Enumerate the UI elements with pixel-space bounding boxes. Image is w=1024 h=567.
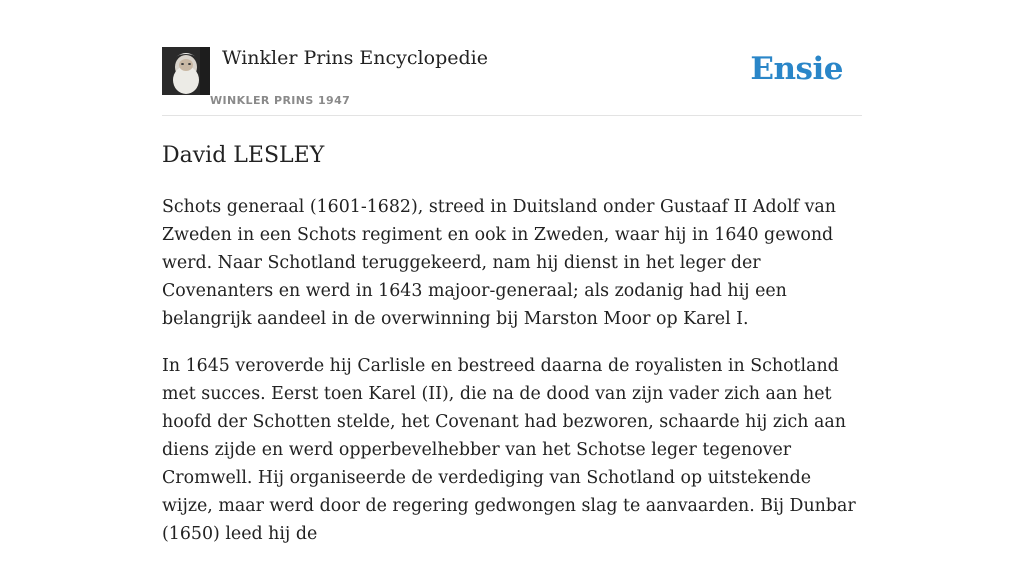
article-paragraph: Schots generaal (1601-1682), streed in Duitsland onder Gustaaf II Adolf van Zweden in een Schots regiment en ook in Zweden, waar hij in 1640 gewond werd. Naar Schotland teruggekeerd, nam hij dienst in het leger der Covenanters en werd in 1643 majoor-generaal; als zodanig had hij een belangrijk aandeel in de overwinning bij Marston Moor op Karel I. (162, 197, 836, 329)
article-body (162, 193, 862, 548)
source-avatar[interactable] (162, 47, 210, 95)
article-paragraph: In 1645 veroverde hij Carlisle en bestreed daarna de royalisten in Schotland met succes. Eerst toen Karel (II), die na de dood van zijn vader zich aan het hoofd der Schotten stelde, het Covenant had bezworen, schaarde hij zich aan diens zijde en werd opperbevelhebber van het Schotse leger tegenover Cromwell. Hij organiseerde de verdediging van Schotland op uitstekende wijze, maar werd door de regering gedwongen slag te aanvaarden. Bij Dunbar (1650) leed hij de (162, 356, 856, 544)
source-subtitle[interactable]: WINKLER PRINS 1947 (210, 94, 351, 107)
content-container (162, 0, 862, 567)
page-header (162, 0, 862, 116)
bearded-man-portrait-icon (162, 47, 210, 95)
ensie-logo[interactable]: Ensie (750, 51, 843, 87)
source-title[interactable]: Winkler Prins Encyclopedie (222, 47, 488, 69)
article-title: David LESLEY (162, 143, 325, 168)
